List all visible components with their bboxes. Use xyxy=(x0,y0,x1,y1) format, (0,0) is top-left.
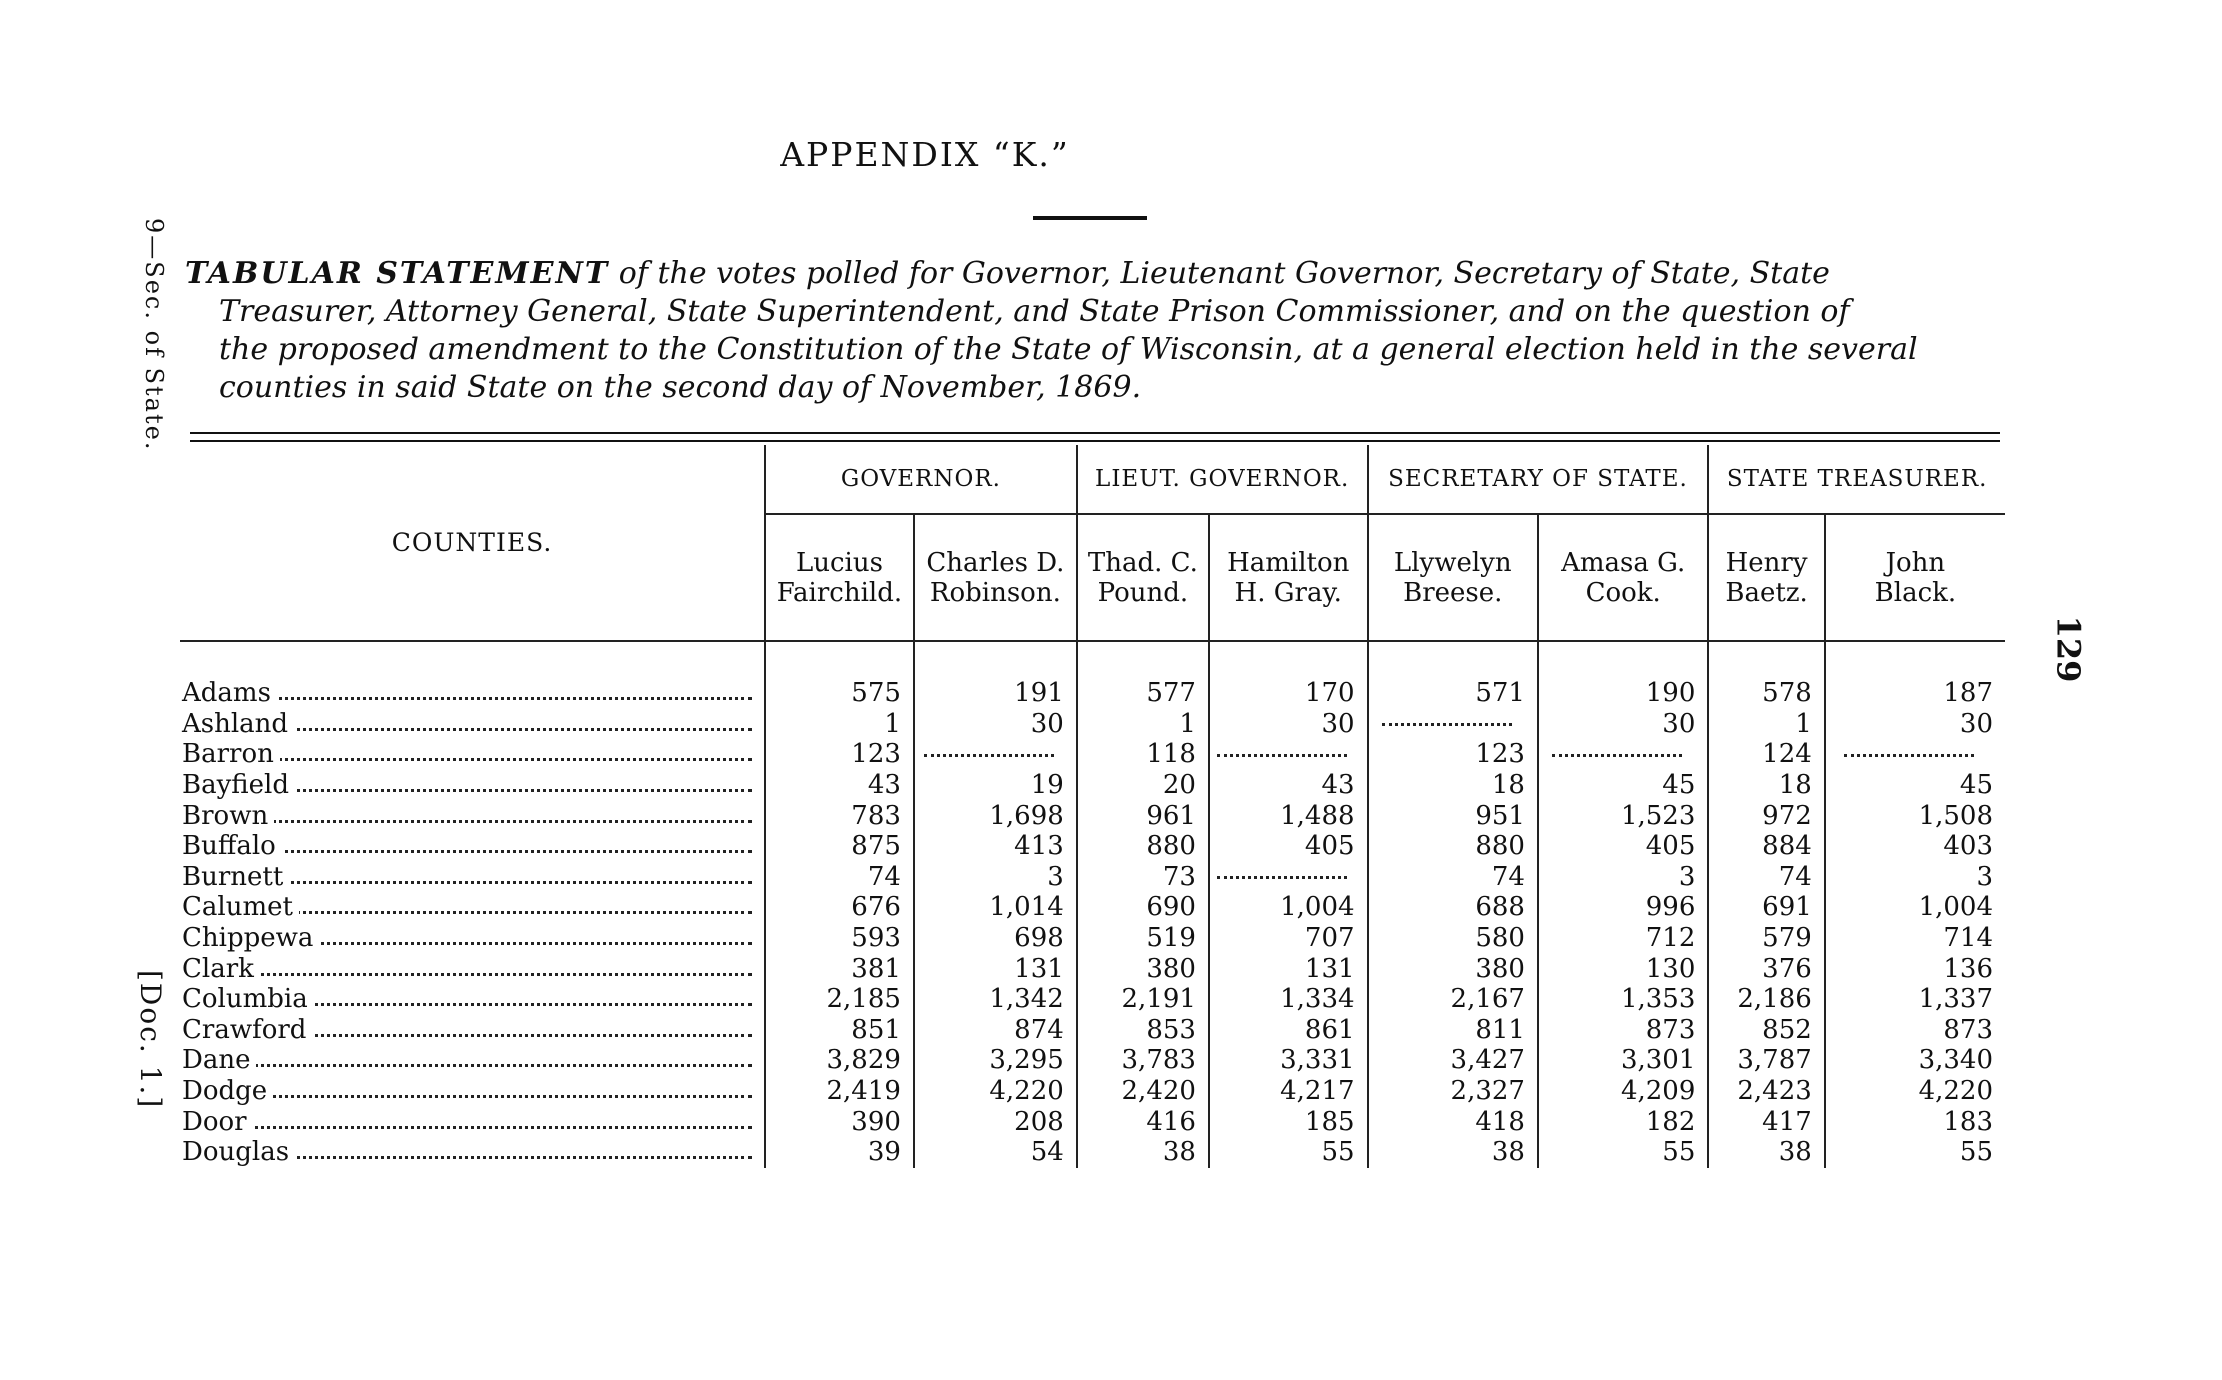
vote-count: 873 xyxy=(1538,1015,1708,1046)
vote-count: 3,331 xyxy=(1209,1045,1368,1076)
table-rule-top-second xyxy=(190,440,2000,442)
county-cell xyxy=(180,953,765,984)
vote-count: 1,508 xyxy=(1825,800,2005,831)
vote-count: 381 xyxy=(765,953,914,984)
group-header-lieut-governor: LIEUT. GOVERNOR. xyxy=(1077,445,1368,514)
county-cell xyxy=(180,1015,765,1046)
dot-leader xyxy=(182,1126,752,1129)
vote-count: 30 xyxy=(1209,709,1368,740)
candidate-header xyxy=(1825,514,2005,641)
vote-count: 45 xyxy=(1825,770,2005,801)
vote-count: 38 xyxy=(1368,1137,1538,1168)
vote-count: 884 xyxy=(1708,831,1824,862)
vote-count: 1,014 xyxy=(914,892,1077,923)
vote-count: 405 xyxy=(1538,831,1708,862)
vote-count: 1 xyxy=(1077,709,1209,740)
county-name: Dane xyxy=(182,1045,256,1075)
county-cell xyxy=(180,1076,765,1107)
dot-leader xyxy=(924,754,1054,757)
vote-count: 1 xyxy=(1708,709,1824,740)
table-caption xyxy=(185,255,2005,407)
vote-count: 30 xyxy=(1825,709,2005,740)
table-row xyxy=(180,678,2005,709)
candidate-header xyxy=(1708,514,1824,641)
county-name: Door xyxy=(182,1107,253,1137)
vote-count: 403 xyxy=(1825,831,2005,862)
county-cell xyxy=(180,984,765,1015)
vote-count: 575 xyxy=(765,678,914,709)
vote-count: 676 xyxy=(765,892,914,923)
county-name: Clark xyxy=(182,954,260,984)
county-cell xyxy=(180,739,765,770)
table-rule-top xyxy=(190,432,2000,434)
vote-count: 1,342 xyxy=(914,984,1077,1015)
caption-line-4: counties in said State on the second day of November, 1869. xyxy=(219,370,1142,405)
vote-count: 39 xyxy=(765,1137,914,1168)
vote-count: 873 xyxy=(1825,1015,2005,1046)
county-name: Brown xyxy=(182,801,274,831)
vote-count: 18 xyxy=(1708,770,1824,801)
vote-count: 3,829 xyxy=(765,1045,914,1076)
vote-count: 38 xyxy=(1077,1137,1209,1168)
doc-label: [Doc. 1.] xyxy=(134,970,167,1110)
candidate-header xyxy=(765,514,914,641)
candidate-second-line: Cook. xyxy=(1585,577,1661,608)
vote-count: 3,340 xyxy=(1825,1045,2005,1076)
vote-count: 136 xyxy=(1825,953,2005,984)
vote-count: 3 xyxy=(1538,862,1708,893)
vote-count: 2,186 xyxy=(1708,984,1824,1015)
vote-count: 73 xyxy=(1077,862,1209,893)
table-row xyxy=(180,1137,2005,1168)
vote-count: 190 xyxy=(1538,678,1708,709)
vote-count: 376 xyxy=(1708,953,1824,984)
vote-count: 405 xyxy=(1209,831,1368,862)
vote-count: 1,004 xyxy=(1825,892,2005,923)
caption-line-3: the proposed amendment to the Constitution of the State of Wisconsin, at a general election held in the several xyxy=(219,332,1918,367)
candidate-first-line: Henry xyxy=(1725,547,1808,578)
vote-count: 1,334 xyxy=(1209,984,1368,1015)
vote-count: 2,420 xyxy=(1077,1076,1209,1107)
vote-count: 4,209 xyxy=(1538,1076,1708,1107)
candidate-first-line: Llywelyn xyxy=(1393,547,1512,578)
candidate-first-line: Hamilton xyxy=(1227,547,1350,578)
dot-leader xyxy=(1382,723,1512,726)
vote-count: 2,327 xyxy=(1368,1076,1538,1107)
vote-count: 74 xyxy=(1708,862,1824,893)
vote-count: 2,419 xyxy=(765,1076,914,1107)
no-votes-cell xyxy=(1368,709,1538,740)
county-name: Dodge xyxy=(182,1076,273,1106)
vote-count: 182 xyxy=(1538,1106,1708,1137)
vote-count: 30 xyxy=(914,709,1077,740)
votes-table-body xyxy=(180,641,2005,1168)
county-name: Adams xyxy=(182,678,277,708)
vote-count: 183 xyxy=(1825,1106,2005,1137)
vote-count: 187 xyxy=(1825,678,2005,709)
dot-leader xyxy=(1552,754,1682,757)
vote-count: 55 xyxy=(1538,1137,1708,1168)
vote-count: 390 xyxy=(765,1106,914,1137)
vote-count: 118 xyxy=(1077,739,1209,770)
caption-line-2: Treasurer, Attorney General, State Superintendent, and State Prison Commissioner, and on the question of xyxy=(219,294,1850,329)
vote-count: 1,523 xyxy=(1538,800,1708,831)
vote-count: 691 xyxy=(1708,892,1824,923)
vote-count: 811 xyxy=(1368,1015,1538,1046)
vote-count: 208 xyxy=(914,1106,1077,1137)
dot-leader xyxy=(1217,876,1347,879)
vote-count: 3,295 xyxy=(914,1045,1077,1076)
county-cell xyxy=(180,709,765,740)
county-cell xyxy=(180,831,765,862)
vote-count: 972 xyxy=(1708,800,1824,831)
vote-count: 714 xyxy=(1825,923,2005,954)
county-name: Calumet xyxy=(182,892,299,922)
dot-leader xyxy=(1217,754,1347,757)
county-cell xyxy=(180,862,765,893)
vote-count: 418 xyxy=(1368,1106,1538,1137)
vote-count: 131 xyxy=(1209,953,1368,984)
vote-count: 712 xyxy=(1538,923,1708,954)
candidate-first-line: Charles D. xyxy=(926,547,1065,578)
table-row xyxy=(180,953,2005,984)
table-row xyxy=(180,1015,2005,1046)
candidate-header xyxy=(1538,514,1708,641)
side-label: 9—Sec. of State. xyxy=(140,218,168,452)
county-cell xyxy=(180,678,765,709)
vote-count: 578 xyxy=(1708,678,1824,709)
title-rule xyxy=(1033,216,1147,220)
candidate-header xyxy=(1209,514,1368,641)
vote-count: 519 xyxy=(1077,923,1209,954)
vote-count: 875 xyxy=(765,831,914,862)
caption-lead: TABULAR STATEMENT xyxy=(185,256,610,291)
group-header-state-treasurer: STATE TREASURER. xyxy=(1708,445,2005,514)
page-number: 129 xyxy=(2049,615,2088,683)
vote-count: 690 xyxy=(1077,892,1209,923)
group-header-secretary-of-state: SECRETARY OF STATE. xyxy=(1368,445,1709,514)
vote-count: 191 xyxy=(914,678,1077,709)
county-name: Bayfield xyxy=(182,770,295,800)
vote-count: 55 xyxy=(1209,1137,1368,1168)
table-row xyxy=(180,1076,2005,1107)
county-name: Burnett xyxy=(182,862,289,892)
vote-count: 688 xyxy=(1368,892,1538,923)
vote-count: 874 xyxy=(914,1015,1077,1046)
county-cell xyxy=(180,800,765,831)
candidate-first-line: Thad. C. xyxy=(1087,547,1198,578)
vote-count: 707 xyxy=(1209,923,1368,954)
vote-count: 783 xyxy=(765,800,914,831)
vote-count: 593 xyxy=(765,923,914,954)
vote-count: 74 xyxy=(765,862,914,893)
vote-count: 852 xyxy=(1708,1015,1824,1046)
vote-count: 380 xyxy=(1368,953,1538,984)
vote-count: 1,004 xyxy=(1209,892,1368,923)
vote-count: 3,427 xyxy=(1368,1045,1538,1076)
county-name: Barron xyxy=(182,739,280,769)
candidate-first-line: Lucius xyxy=(795,547,883,578)
table-row xyxy=(180,892,2005,923)
group-header-governor: GOVERNOR. xyxy=(765,445,1077,514)
vote-count: 18 xyxy=(1368,770,1538,801)
page-title: APPENDIX “K.” xyxy=(780,135,1070,174)
county-cell xyxy=(180,1106,765,1137)
candidate-second-line: Black. xyxy=(1874,577,1957,608)
table-row xyxy=(180,800,2005,831)
vote-count: 30 xyxy=(1538,709,1708,740)
vote-count: 2,191 xyxy=(1077,984,1209,1015)
vote-count: 19 xyxy=(914,770,1077,801)
candidate-header xyxy=(914,514,1077,641)
table-row xyxy=(180,770,2005,801)
vote-count: 3,787 xyxy=(1708,1045,1824,1076)
vote-count: 580 xyxy=(1368,923,1538,954)
vote-count: 1,337 xyxy=(1825,984,2005,1015)
vote-count: 880 xyxy=(1368,831,1538,862)
vote-count: 996 xyxy=(1538,892,1708,923)
county-name: Ashland xyxy=(182,709,294,739)
vote-count: 124 xyxy=(1708,739,1824,770)
counties-header: COUNTIES. xyxy=(180,445,765,641)
candidate-second-line: Fairchild. xyxy=(776,577,903,608)
vote-count: 853 xyxy=(1077,1015,1209,1046)
candidate-second-line: Pound. xyxy=(1097,577,1189,608)
no-votes-cell xyxy=(1538,739,1708,770)
table-row xyxy=(180,831,2005,862)
county-cell xyxy=(180,923,765,954)
candidate-first-line: Amasa G. xyxy=(1561,547,1686,578)
dot-leader xyxy=(182,973,752,976)
vote-count: 43 xyxy=(765,770,914,801)
vote-count: 4,217 xyxy=(1209,1076,1368,1107)
table-row xyxy=(180,984,2005,1015)
group-header-row xyxy=(180,445,2005,514)
vote-count: 74 xyxy=(1368,862,1538,893)
vote-count: 413 xyxy=(914,831,1077,862)
dot-leader xyxy=(182,1064,752,1067)
candidate-first-line: John xyxy=(1885,547,1946,578)
vote-count: 54 xyxy=(914,1137,1077,1168)
vote-count: 131 xyxy=(914,953,1077,984)
candidate-second-line: Baetz. xyxy=(1725,577,1808,608)
candidate-header xyxy=(1368,514,1538,641)
vote-count: 4,220 xyxy=(914,1076,1077,1107)
table-spacer-row xyxy=(180,641,2005,678)
vote-count: 3,301 xyxy=(1538,1045,1708,1076)
caption-line-1-text: of the votes polled for Governor, Lieutenant Governor, Secretary of State, State xyxy=(609,256,1830,291)
vote-count: 1 xyxy=(765,709,914,740)
vote-count: 1,488 xyxy=(1209,800,1368,831)
vote-count: 961 xyxy=(1077,800,1209,831)
vote-count: 20 xyxy=(1077,770,1209,801)
county-cell xyxy=(180,1045,765,1076)
no-votes-cell xyxy=(914,739,1077,770)
dot-leader xyxy=(1844,754,1974,757)
candidate-second-line: H. Gray. xyxy=(1234,577,1342,608)
county-name: Crawford xyxy=(182,1015,312,1045)
table-row xyxy=(180,1106,2005,1137)
no-votes-cell xyxy=(1825,739,2005,770)
vote-count: 3 xyxy=(914,862,1077,893)
vote-count: 571 xyxy=(1368,678,1538,709)
county-cell xyxy=(180,770,765,801)
table-row xyxy=(180,739,2005,770)
table-row xyxy=(180,923,2005,954)
table-row xyxy=(180,1045,2005,1076)
vote-count: 2,423 xyxy=(1708,1076,1824,1107)
table-row xyxy=(180,862,2005,893)
vote-count: 1,698 xyxy=(914,800,1077,831)
county-name: Columbia xyxy=(182,984,314,1014)
vote-count: 4,220 xyxy=(1825,1076,2005,1107)
candidate-header xyxy=(1077,514,1209,641)
county-name: Douglas xyxy=(182,1137,295,1167)
vote-count: 861 xyxy=(1209,1015,1368,1046)
county-cell xyxy=(180,892,765,923)
vote-count: 380 xyxy=(1077,953,1209,984)
no-votes-cell xyxy=(1209,862,1368,893)
caption-line-1 xyxy=(185,255,2005,293)
vote-count: 185 xyxy=(1209,1106,1368,1137)
vote-count: 123 xyxy=(1368,739,1538,770)
vote-count: 698 xyxy=(914,923,1077,954)
county-name: Buffalo xyxy=(182,831,282,861)
vote-count: 2,167 xyxy=(1368,984,1538,1015)
table-row xyxy=(180,709,2005,740)
vote-count: 579 xyxy=(1708,923,1824,954)
vote-count: 951 xyxy=(1368,800,1538,831)
vote-count: 43 xyxy=(1209,770,1368,801)
vote-count: 55 xyxy=(1825,1137,2005,1168)
candidate-second-line: Breese. xyxy=(1403,577,1503,608)
county-name: Chippewa xyxy=(182,923,319,953)
candidate-second-line: Robinson. xyxy=(929,577,1061,608)
vote-count: 417 xyxy=(1708,1106,1824,1137)
vote-count: 851 xyxy=(765,1015,914,1046)
vote-count: 123 xyxy=(765,739,914,770)
vote-count: 3,783 xyxy=(1077,1045,1209,1076)
no-votes-cell xyxy=(1209,739,1368,770)
votes-table xyxy=(180,445,2005,1168)
vote-count: 3 xyxy=(1825,862,2005,893)
vote-count: 38 xyxy=(1708,1137,1824,1168)
county-cell xyxy=(180,1137,765,1168)
vote-count: 1,353 xyxy=(1538,984,1708,1015)
vote-count: 130 xyxy=(1538,953,1708,984)
vote-count: 45 xyxy=(1538,770,1708,801)
vote-count: 416 xyxy=(1077,1106,1209,1137)
vote-count: 577 xyxy=(1077,678,1209,709)
vote-count: 170 xyxy=(1209,678,1368,709)
vote-count: 880 xyxy=(1077,831,1209,862)
vote-count: 2,185 xyxy=(765,984,914,1015)
